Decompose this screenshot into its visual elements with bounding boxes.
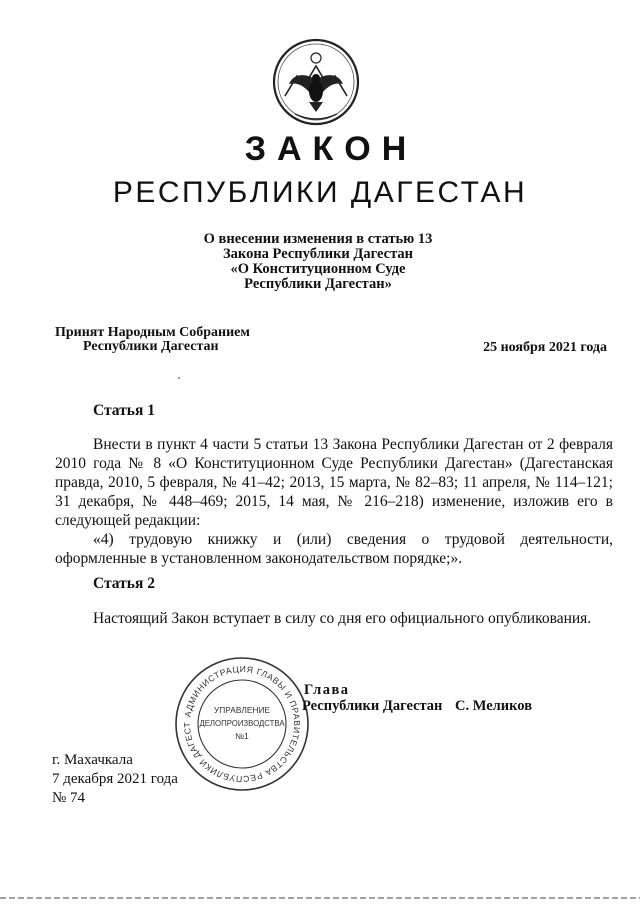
stamp-ring-text: АДМИНИСТРАЦИЯ ГЛАВЫ И ПРАВИТЕЛЬСТВА РЕСПУБЛИКИ ДАГЕСТ [181,663,303,785]
signatory-name: С. Меликов [455,698,533,714]
stamp-center-line3: №1 [235,731,249,741]
adopted-by-block [55,326,250,354]
republic-heading: РЕСПУБЛИКИ ДАГЕСТАН [112,176,528,209]
subject-line: Республики Дагестан» [244,276,392,292]
article-2-paragraph: Настоящий Закон вступает в силу со дня его официального опубликования. [93,610,592,627]
article-1-body [55,435,613,568]
article-1-paragraph: Внести в пункт 4 части 5 статьи 13 Закона Республики Дагестан от 2 февраля 2010 года № 8 «О Конституционном Суде Республики Дагестан» (Дагестанская правда, 2010, 5 февраля, № 41–42; 2013, 15 марта, № 82–83; 11 апреля, № 114–121; 31 декабря, № 448–469; 2015, 14 мая, № 216–218) изменение, изложив его в следующей редакции: [55,436,613,529]
subject-line: О внесении изменения в статью 13 [203,231,433,247]
scan-speck [178,377,180,379]
signatory-title-line1: Глава [304,682,350,698]
official-stamp [172,654,312,794]
article-2-body [55,609,613,628]
article-1-heading: Статья 1 [93,402,155,419]
law-number: № 74 [52,790,86,806]
law-subject-title [150,232,486,292]
article-2-heading: Статья 2 [93,575,155,592]
adoption-date: 25 ноября 2021 года [483,340,607,355]
law-heading: ЗАКОН [244,130,418,168]
coat-of-arms-emblem [271,36,361,128]
adopted-by-line1: Принят Народным Собранием [55,325,250,340]
stamp-center-line2: ДЕЛОПРОИЗВОДСТВА [199,719,285,728]
adopted-by-line2: Республики Дагестан [83,339,219,354]
place-and-date-block [52,751,178,808]
signing-date: 7 декабря 2021 года [52,771,178,787]
subject-line: «О Конституционном Суде [230,261,406,277]
scan-edge-line [0,897,640,899]
subject-line: Закона Республики Дагестан [223,246,413,262]
stamp-center-line1: УПРАВЛЕНИЕ [213,705,271,715]
signatory-title-line2: Республики Дагестан [302,698,443,714]
article-1-paragraph: «4) трудовую книжку и (или) сведения о трудовой деятельности, оформленные в установленном законодательством порядке;». [55,531,613,567]
signatory-title [302,682,442,714]
city: г. Махачкала [52,752,133,768]
